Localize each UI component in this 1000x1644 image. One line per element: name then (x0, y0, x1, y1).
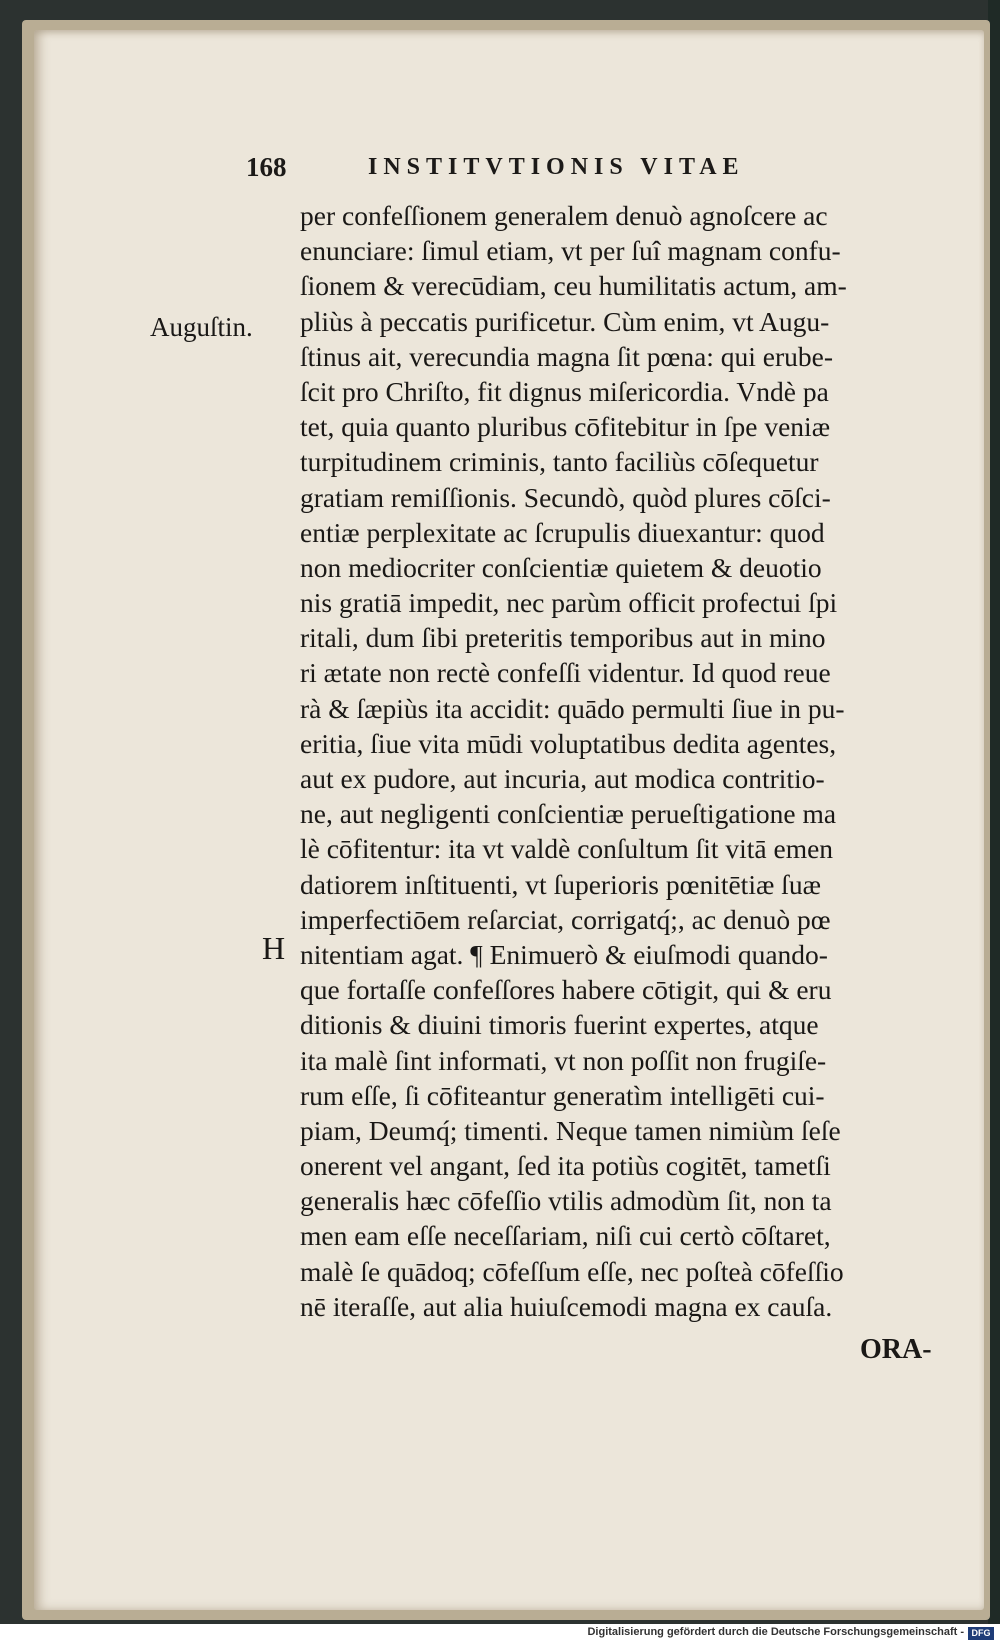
text-line: ritali, dum ſibi preteritis temporibus aut in mino (300, 622, 826, 654)
text-line: rà & ſæpiùs ita accidit: quādo permulti ſiue in pu- (300, 692, 845, 724)
text-line: enunciare: ſimul etiam, vt per ſuî magnam confu- (300, 235, 841, 267)
text-line: aut ex pudore, aut incuria, aut modica contritio- (300, 763, 825, 794)
text-line: ſionem & verecūdiam, ceu humilitatis actum, am- (300, 270, 847, 302)
text-line: tet, quia quanto pluribus cōfitebitur in ſpe veniæ (300, 411, 831, 443)
digitization-footer (0, 1624, 1000, 1644)
text-line: gratiam remiſſionis. Secundò, quòd plures cōſci- (300, 481, 831, 513)
text-line: nitentiam agat. ¶ Enimuerò & eiuſmodi quando- (300, 938, 828, 970)
text-line: piam, Deumq́; timenti. Neque tamen nimiùm ſeſe (300, 1114, 841, 1146)
text-line: ſtinus ait, verecundia magna ſit pœna: qui erube- (300, 340, 834, 372)
text-line: turpitudinem criminis, tanto faciliùs cōſequetur (300, 446, 819, 478)
margin-note-augustin: Auguſtin. (150, 312, 253, 342)
text-line: onerent vel angant, ſed ita potiùs cogitēt, tametſi (300, 1150, 831, 1182)
text-line: rum eſſe, ſi cōfiteantur generatìm intelligēti cui- (300, 1079, 825, 1111)
text-line: nē iteraſſe, aut alia huiuſcemodi magna ex cauſa. (300, 1290, 833, 1322)
text-line: entiæ perplexitate ac ſcrupulis diuexantur: quod (300, 516, 825, 548)
catchword: ORA- (860, 1334, 932, 1365)
text-line: ri ætate non rectè confeſſi videntur. Id quod reue (300, 657, 831, 689)
text-line: eritia, ſiue vita mūdi voluptatibus dedita agentes, (300, 727, 837, 759)
dfg-logo: DFG (968, 1627, 994, 1640)
text-line: ſcit pro Chriſto, fit dignus miſericordia. Vndè pa (300, 375, 829, 407)
text-line: ita malè ſint informati, vt non poſſit non frugiſe- (300, 1044, 827, 1076)
text-line: ne, aut negligenti conſcientiæ perueſtigatione ma (300, 798, 837, 830)
running-title: INSTITVTIONIS VITAE (368, 154, 745, 180)
text-line: que fortaſſe confeſſores habere cōtigit, qui & eru (300, 974, 832, 1006)
text-line: generalis hæc cōfeſſio vtilis admodùm ſit, non ta (300, 1185, 832, 1217)
text-line: lè cōfitentur: ita vt valdè conſultum ſit vitā emen (300, 833, 834, 865)
text-line: imperfectiōem reſarciat, corrigatq́;, ac denuò pœ (300, 903, 831, 935)
funding-credit: Digitalisierung gefördert durch die Deutsche Forschungsgemeinschaft - (587, 1626, 964, 1638)
text-line: ditionis & diuini timoris fuerint expertes, atque (300, 1009, 819, 1041)
body-text (300, 198, 960, 1324)
page-number: 168 (246, 152, 287, 182)
text-line: nis gratiā impedit, nec parùm officit profectui ſpi (300, 587, 838, 619)
margin-section-letter: H (262, 930, 286, 966)
text-line: per confeſſionem generalem denuò agnoſcere ac (300, 200, 828, 231)
text-line: non mediocriter conſcientiæ quietem & deuotio (300, 551, 822, 583)
page-header (246, 152, 856, 186)
text-line: pliùs à peccatis purificetur. Cùm enim, vt Augu- (300, 305, 830, 337)
text-line: men eam eſſe neceſſariam, niſi cui certò cōſtaret, (300, 1220, 831, 1252)
text-line: malè ſe quādoq; cōfeſſum eſſe, nec poſteà cōfeſſio (300, 1255, 844, 1287)
text-line: datiorem inſtituenti, vt ſuperioris pœnitētiæ ſuæ (300, 868, 821, 900)
